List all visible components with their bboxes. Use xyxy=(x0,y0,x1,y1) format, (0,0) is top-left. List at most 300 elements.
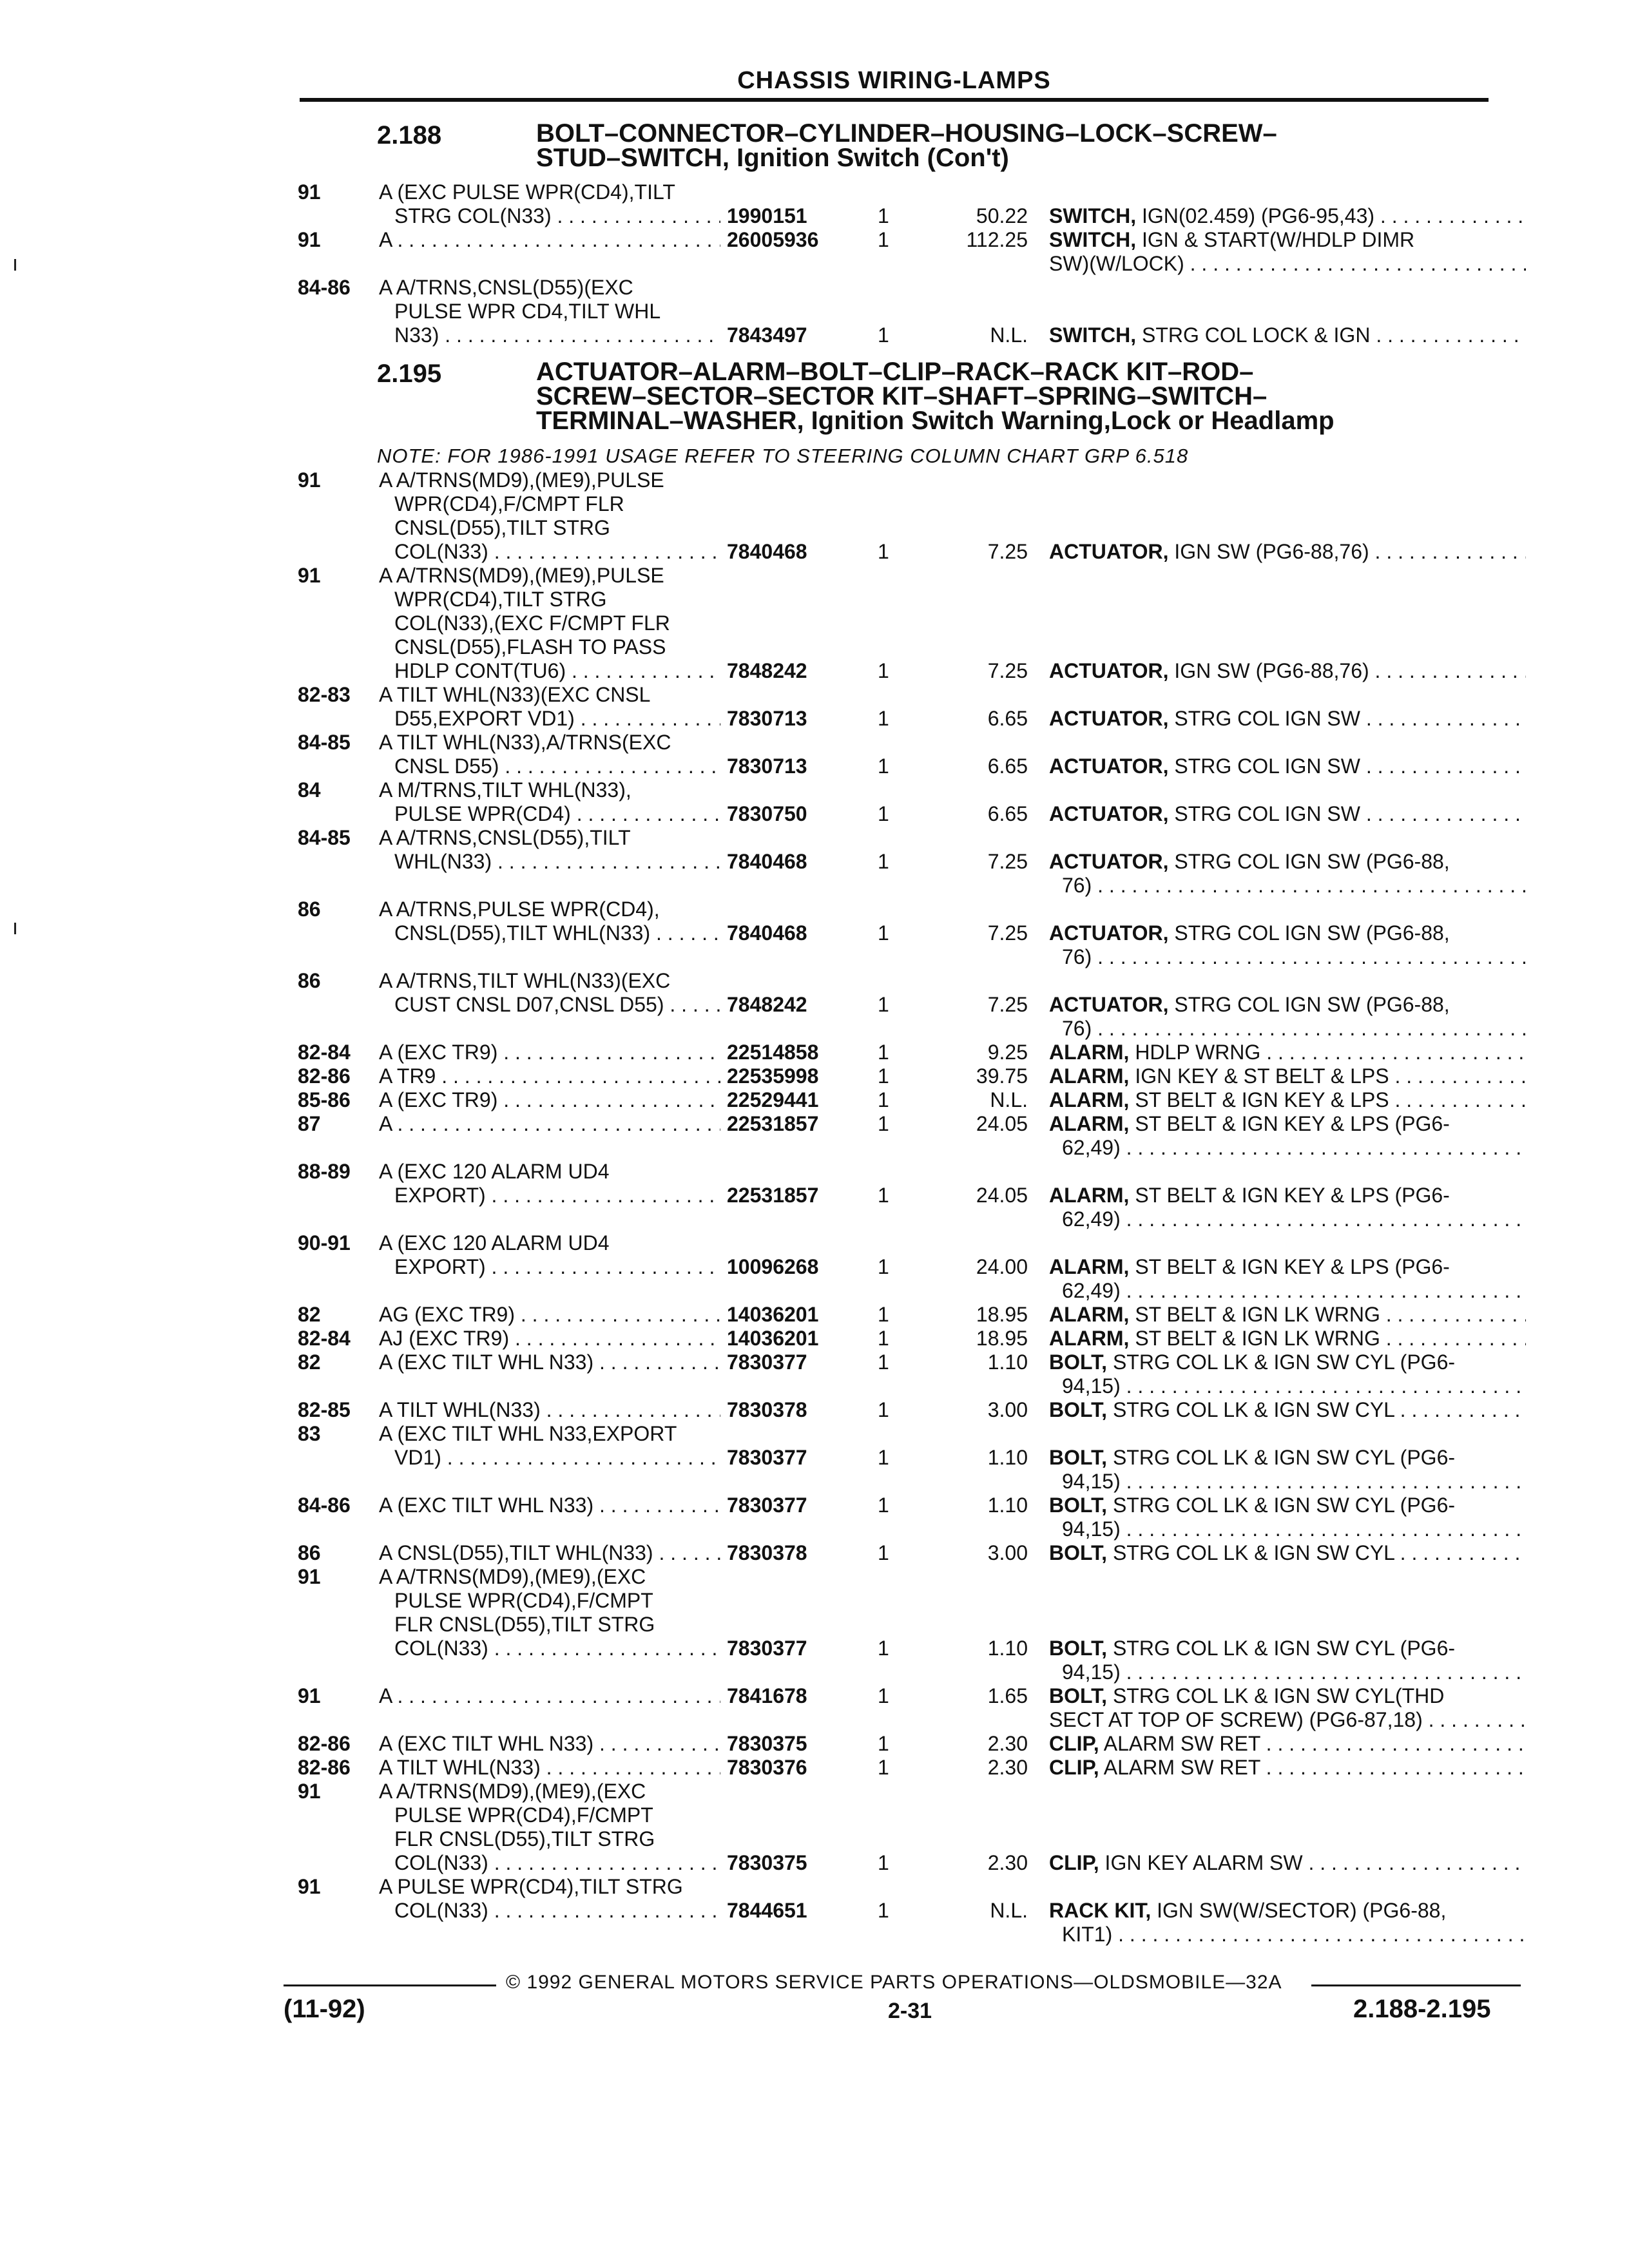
part-name-line xyxy=(1049,1398,1526,1422)
part-name-line xyxy=(1049,1041,1526,1064)
section-note: NOTE: FOR 1986-1991 USAGE REFER TO STEERING COLUMN CHART GRP 6.518 xyxy=(377,445,1189,467)
quantity: 1 xyxy=(878,921,889,945)
usage-description xyxy=(379,1732,720,1756)
price: 24.05 xyxy=(976,1112,1028,1135)
section-title xyxy=(536,121,1483,170)
part-name xyxy=(1049,1041,1526,1064)
part-name-line xyxy=(1049,1899,1526,1923)
usage-line: A (EXC TILT WHL N33) . . . xyxy=(379,1350,720,1374)
usage-description xyxy=(379,1327,720,1350)
part-number: 14036201 xyxy=(727,1303,819,1326)
usage-line: COL(N33) . . . xyxy=(379,1851,720,1875)
part-name-detail: IGN SW (PG6-88,76) xyxy=(1174,540,1369,563)
part-name-detail: 62,49) xyxy=(1062,1136,1121,1159)
part-number: 7844651 xyxy=(727,1899,807,1922)
part-number: 22529441 xyxy=(727,1088,819,1111)
part-name-line xyxy=(1049,1327,1526,1350)
usage-line: WHL(N33) . . . xyxy=(379,850,720,874)
price: 1.10 xyxy=(987,1494,1028,1517)
part-name-line xyxy=(1049,1064,1526,1088)
part-name-line xyxy=(1049,921,1526,945)
part-number: 7830713 xyxy=(727,754,807,778)
part-name xyxy=(1049,802,1526,826)
part-name-detail: STRG COL IGN SW xyxy=(1174,754,1360,778)
usage-line: PULSE WPR(CD4),F/CMPT xyxy=(394,1803,653,1827)
part-name-keyword: ALARM, xyxy=(1049,1327,1130,1350)
usage-description xyxy=(379,1231,720,1279)
part-name-keyword: ACTUATOR, xyxy=(1049,850,1169,873)
model-year: 91 xyxy=(298,180,321,204)
usage-line: CUST CNSL D07,CNSL D55) . . . xyxy=(379,993,720,1017)
part-number: 7830377 xyxy=(727,1350,807,1374)
usage-line: EXPORT) . . . xyxy=(379,1184,720,1207)
price: 24.05 xyxy=(976,1184,1028,1207)
part-name-detail: ST BELT & IGN KEY & LPS (PG6- xyxy=(1135,1112,1450,1135)
usage-description xyxy=(379,1112,720,1136)
price: 3.00 xyxy=(987,1541,1028,1564)
usage-description xyxy=(379,731,720,778)
part-number: 7830750 xyxy=(727,802,807,825)
usage-line: A TILT WHL(N33) . . . xyxy=(379,1756,720,1780)
part-number: 7840468 xyxy=(727,921,807,945)
usage-description xyxy=(379,1160,720,1207)
price: 3.00 xyxy=(987,1398,1028,1421)
model-year: 86 xyxy=(298,969,321,992)
usage-description xyxy=(379,1422,720,1470)
part-name-keyword: ACTUATOR, xyxy=(1049,754,1169,778)
part-number: 10096268 xyxy=(727,1255,819,1278)
part-name-line xyxy=(1049,1756,1526,1780)
part-name-line xyxy=(1049,1541,1526,1565)
part-name-line xyxy=(1049,1279,1526,1303)
model-year: 88-89 xyxy=(298,1160,351,1183)
usage-description xyxy=(379,969,720,1017)
usage-line: VD1) . . . xyxy=(379,1446,720,1470)
usage-description xyxy=(379,826,720,874)
part-number: 7840468 xyxy=(727,540,807,563)
part-name xyxy=(1049,228,1526,276)
usage-description xyxy=(379,1875,720,1923)
part-number: 7830377 xyxy=(727,1494,807,1517)
part-name-line xyxy=(1049,659,1526,683)
usage-line: WPR(CD4),F/CMPT FLR xyxy=(394,492,624,515)
part-name-detail: STRG COL IGN SW xyxy=(1174,802,1360,825)
quantity: 1 xyxy=(878,659,889,682)
part-name-line xyxy=(1049,323,1526,347)
price: 1.10 xyxy=(987,1446,1028,1469)
part-name-keyword: BOLT, xyxy=(1049,1494,1108,1517)
usage-line: N33) . . . xyxy=(379,323,720,347)
model-year: 91 xyxy=(298,1780,321,1803)
part-number: 7830713 xyxy=(727,707,807,730)
model-year: 91 xyxy=(298,1565,321,1588)
usage-line: COL(N33),(EXC F/CMPT FLR xyxy=(394,611,670,635)
price: N.L. xyxy=(990,323,1028,347)
quantity: 1 xyxy=(878,1350,889,1374)
usage-line: COL(N33) . . . xyxy=(379,1637,720,1660)
part-name-detail: HDLP WRNG xyxy=(1135,1041,1261,1064)
part-name-detail: IGN KEY & ST BELT & LPS xyxy=(1135,1064,1389,1088)
model-year: 85-86 xyxy=(298,1088,351,1111)
price: N.L. xyxy=(990,1088,1028,1111)
part-name-detail: STRG COL LK & IGN SW CYL xyxy=(1112,1541,1394,1564)
part-name xyxy=(1049,1064,1526,1088)
usage-line: AJ (EXC TR9) . . . xyxy=(379,1327,720,1350)
price: 2.30 xyxy=(987,1851,1028,1874)
footer-rule-left xyxy=(284,1984,496,1986)
part-name-keyword: ALARM, xyxy=(1049,1255,1130,1278)
part-name-line xyxy=(1049,540,1526,564)
part-name xyxy=(1049,850,1526,898)
usage-line: A . . . xyxy=(379,1112,720,1136)
price: 24.00 xyxy=(976,1255,1028,1278)
part-name xyxy=(1049,1112,1526,1160)
part-name xyxy=(1049,1350,1526,1398)
usage-line: CNSL(D55),TILT WHL(N33) . . . xyxy=(379,921,720,945)
part-name xyxy=(1049,1184,1526,1231)
header-rule xyxy=(300,98,1489,102)
part-name-keyword: ALARM, xyxy=(1049,1041,1130,1064)
usage-line: A (EXC 120 ALARM UD4 xyxy=(379,1231,610,1254)
usage-line: A (EXC TILT WHL N33,EXPORT xyxy=(379,1422,677,1445)
usage-line: EXPORT) . . . xyxy=(379,1255,720,1279)
quantity: 1 xyxy=(878,1041,889,1064)
part-name-detail: ST BELT & IGN LK WRNG xyxy=(1135,1303,1380,1326)
price: 2.30 xyxy=(987,1732,1028,1755)
usage-line: A TILT WHL(N33) . . . xyxy=(379,1398,720,1422)
quantity: 1 xyxy=(878,1303,889,1326)
usage-description xyxy=(379,1303,720,1327)
usage-line: A A/TRNS,TILT WHL(N33)(EXC xyxy=(379,969,671,992)
part-name-keyword: ACTUATOR, xyxy=(1049,707,1169,730)
usage-line: A A/TRNS(MD9),(ME9),(EXC xyxy=(379,1780,646,1803)
part-name-keyword: BOLT, xyxy=(1049,1398,1108,1421)
part-number: 14036201 xyxy=(727,1327,819,1350)
part-name-detail: STRG COL LK & IGN SW CYL (PG6- xyxy=(1112,1494,1456,1517)
footer-rule-right xyxy=(1311,1984,1521,1986)
usage-line: CNSL(D55),TILT STRG xyxy=(394,516,610,539)
usage-line: A CNSL(D55),TILT WHL(N33) . . . xyxy=(379,1541,720,1565)
part-number: 7843497 xyxy=(727,323,807,347)
part-name-detail: 62,49) xyxy=(1062,1207,1121,1231)
part-number: 7830377 xyxy=(727,1637,807,1660)
part-name-keyword: SWITCH, xyxy=(1049,204,1137,227)
part-number: 7848242 xyxy=(727,993,807,1016)
part-name-detail: KIT1) xyxy=(1062,1923,1113,1946)
part-name-line xyxy=(1049,874,1526,898)
part-name-detail: IGN(02.459) (PG6-95,43) xyxy=(1141,204,1375,227)
quantity: 1 xyxy=(878,540,889,563)
part-name-detail: IGN KEY ALARM SW xyxy=(1104,1851,1303,1874)
price: 7.25 xyxy=(987,921,1028,945)
price: 39.75 xyxy=(976,1064,1028,1088)
usage-line: AG (EXC TR9) . . . xyxy=(379,1303,720,1327)
part-name xyxy=(1049,1494,1526,1541)
part-name-keyword: BOLT, xyxy=(1049,1350,1108,1374)
part-name-line xyxy=(1049,228,1526,252)
part-name-detail: ST BELT & IGN LK WRNG xyxy=(1135,1327,1380,1350)
part-name-detail: STRG COL IGN SW (PG6-88, xyxy=(1174,921,1450,945)
usage-line: A (EXC 120 ALARM UD4 xyxy=(379,1160,610,1183)
part-number: 7840468 xyxy=(727,850,807,873)
part-name xyxy=(1049,921,1526,969)
price: N.L. xyxy=(990,1899,1028,1922)
usage-line: PULSE WPR CD4,TILT WHL xyxy=(394,300,661,323)
part-name-detail: 94,15) xyxy=(1062,1660,1121,1684)
price: 50.22 xyxy=(976,204,1028,227)
price: 18.95 xyxy=(976,1327,1028,1350)
quantity: 1 xyxy=(878,1184,889,1207)
part-number: 7841678 xyxy=(727,1684,807,1707)
usage-description xyxy=(379,564,720,683)
model-year: 84-85 xyxy=(298,826,351,849)
price: 7.25 xyxy=(987,993,1028,1016)
part-name-detail: IGN & START(W/HDLP DIMR xyxy=(1141,228,1415,251)
part-name-detail: 76) xyxy=(1062,874,1092,897)
part-name-keyword: ACTUATOR, xyxy=(1049,540,1169,563)
part-name xyxy=(1049,1446,1526,1494)
part-name-detail: STRG COL LK & IGN SW CYL (PG6- xyxy=(1112,1446,1456,1469)
part-name-keyword: BOLT, xyxy=(1049,1446,1108,1469)
part-name-keyword: ALARM, xyxy=(1049,1088,1130,1111)
part-name-keyword: ACTUATOR, xyxy=(1049,802,1169,825)
part-name-line xyxy=(1049,252,1526,276)
part-name-line xyxy=(1049,754,1526,778)
model-year: 83 xyxy=(298,1422,321,1445)
quantity: 1 xyxy=(878,1637,889,1660)
part-name-line xyxy=(1049,802,1526,826)
model-year: 90-91 xyxy=(298,1231,351,1254)
section-title-line: BOLT–CONNECTOR–CYLINDER–HOUSING–LOCK–SCREW– xyxy=(536,119,1277,148)
model-year: 84-86 xyxy=(298,1494,351,1517)
part-number: 22535998 xyxy=(727,1064,819,1088)
part-name xyxy=(1049,1255,1526,1303)
part-name-line xyxy=(1049,1851,1526,1875)
part-name-line xyxy=(1049,1684,1526,1708)
usage-line: A A/TRNS,CNSL(D55),TILT xyxy=(379,826,631,849)
part-name xyxy=(1049,204,1526,228)
usage-description xyxy=(379,1541,720,1565)
model-year: 84 xyxy=(298,778,321,802)
section-title xyxy=(536,360,1483,433)
part-name-line xyxy=(1049,1470,1526,1494)
model-year: 82-86 xyxy=(298,1756,351,1779)
part-name xyxy=(1049,659,1526,683)
model-year: 82-84 xyxy=(298,1041,351,1064)
part-name-line xyxy=(1049,1374,1526,1398)
quantity: 1 xyxy=(878,1851,889,1874)
footer-copyright: © 1992 GENERAL MOTORS SERVICE PARTS OPERATIONS—OLDSMOBILE—32A xyxy=(506,1972,1282,1993)
part-number: 7830377 xyxy=(727,1446,807,1469)
part-name-line xyxy=(1049,1136,1526,1160)
part-name-keyword: ALARM, xyxy=(1049,1112,1130,1135)
model-year: 82-84 xyxy=(298,1327,351,1350)
part-name-line xyxy=(1049,1017,1526,1041)
part-name-line xyxy=(1049,1303,1526,1327)
price: 2.30 xyxy=(987,1756,1028,1779)
section-title-line: ACTUATOR–ALARM–BOLT–CLIP–RACK–RACK KIT–ROD– xyxy=(536,358,1254,386)
quantity: 1 xyxy=(878,228,889,251)
usage-description xyxy=(379,1756,720,1780)
price: 1.65 xyxy=(987,1684,1028,1707)
section-title-line: SCREW–SECTOR–SECTOR KIT–SHAFT–SPRING–SWITCH– xyxy=(536,382,1268,410)
part-number: 7848242 xyxy=(727,659,807,682)
model-year: 82-85 xyxy=(298,1398,351,1421)
page-header: CHASSIS WIRING-LAMPS xyxy=(737,67,1051,94)
usage-line: CNSL(D55),FLASH TO PASS xyxy=(394,635,666,658)
usage-description xyxy=(379,1064,720,1088)
usage-line: A (EXC TR9) . . . xyxy=(379,1088,720,1112)
usage-description xyxy=(379,276,720,347)
usage-line: A PULSE WPR(CD4),TILT STRG xyxy=(379,1875,683,1898)
usage-line: COL(N33) . . . xyxy=(379,540,720,564)
quantity: 1 xyxy=(878,204,889,227)
usage-line: A TILT WHL(N33)(EXC CNSL xyxy=(379,683,651,706)
part-name-detail: ALARM SW RET xyxy=(1103,1732,1260,1755)
part-name-line xyxy=(1049,1207,1526,1231)
usage-line: COL(N33) . . . xyxy=(379,1899,720,1923)
part-name xyxy=(1049,754,1526,778)
part-name-detail: STRG COL LK & IGN SW CYL(THD xyxy=(1112,1684,1445,1707)
part-name-line xyxy=(1049,945,1526,969)
part-name-detail: STRG COL IGN SW (PG6-88, xyxy=(1174,993,1450,1016)
part-number: 22514858 xyxy=(727,1041,819,1064)
model-year: 82-83 xyxy=(298,683,351,706)
usage-description xyxy=(379,1494,720,1517)
section-number: 2.188 xyxy=(377,121,442,149)
part-name-keyword: ACTUATOR, xyxy=(1049,993,1169,1016)
part-name-line xyxy=(1049,1708,1526,1732)
part-number: 7830378 xyxy=(727,1541,807,1564)
part-name-keyword: CLIP, xyxy=(1049,1756,1099,1779)
usage-line: FLR CNSL(D55),TILT STRG xyxy=(394,1613,655,1636)
part-name-keyword: BOLT, xyxy=(1049,1684,1108,1707)
usage-line: A (EXC TILT WHL N33) . . . xyxy=(379,1494,720,1517)
part-name xyxy=(1049,1637,1526,1684)
part-name-detail: ST BELT & IGN KEY & LPS xyxy=(1135,1088,1389,1111)
footer-section-range: 2.188-2.195 xyxy=(1353,1995,1491,2023)
quantity: 1 xyxy=(878,1327,889,1350)
usage-description xyxy=(379,468,720,564)
part-name-keyword: ALARM, xyxy=(1049,1064,1130,1088)
part-name-line xyxy=(1049,1637,1526,1660)
quantity: 1 xyxy=(878,754,889,778)
part-name-keyword: SWITCH, xyxy=(1049,228,1137,251)
usage-description xyxy=(379,1780,720,1875)
part-number: 22531857 xyxy=(727,1112,819,1135)
usage-line: PULSE WPR(CD4),F/CMPT xyxy=(394,1589,653,1612)
part-name-detail: STRG COL LOCK & IGN xyxy=(1141,323,1371,347)
model-year: 82-86 xyxy=(298,1064,351,1088)
part-name-keyword: RACK KIT, xyxy=(1049,1899,1152,1922)
model-year: 84-86 xyxy=(298,276,351,299)
part-number: 7830376 xyxy=(727,1756,807,1779)
quantity: 1 xyxy=(878,1541,889,1564)
part-name-detail: 62,49) xyxy=(1062,1279,1121,1302)
part-name-line xyxy=(1049,1184,1526,1207)
part-name-keyword: ACTUATOR, xyxy=(1049,659,1169,682)
model-year: 87 xyxy=(298,1112,321,1135)
part-name xyxy=(1049,1756,1526,1780)
usage-line: A (EXC TILT WHL N33) . . . xyxy=(379,1732,720,1756)
price: 7.25 xyxy=(987,850,1028,873)
quantity: 1 xyxy=(878,1255,889,1278)
part-name-line xyxy=(1049,1660,1526,1684)
usage-line: A A/TRNS(MD9),(ME9),(EXC xyxy=(379,1565,646,1588)
part-name-keyword: SWITCH, xyxy=(1049,323,1137,347)
usage-description xyxy=(379,1088,720,1112)
model-year: 91 xyxy=(298,1875,321,1898)
price: 7.25 xyxy=(987,540,1028,563)
quantity: 1 xyxy=(878,1684,889,1707)
part-name-detail: 94,15) xyxy=(1062,1517,1121,1541)
usage-line: A TILT WHL(N33),A/TRNS(EXC xyxy=(379,731,671,754)
part-name-keyword: ALARM, xyxy=(1049,1303,1130,1326)
usage-line: A A/TRNS(MD9),(ME9),PULSE xyxy=(379,468,664,492)
quantity: 1 xyxy=(878,993,889,1016)
usage-description xyxy=(379,1041,720,1064)
quantity: 1 xyxy=(878,1398,889,1421)
usage-description xyxy=(379,898,720,945)
part-name xyxy=(1049,1303,1526,1327)
quantity: 1 xyxy=(878,1732,889,1755)
part-name-keyword: ALARM, xyxy=(1049,1184,1130,1207)
scan-edge-mark xyxy=(14,923,16,934)
part-name-detail: STRG COL LK & IGN SW CYL (PG6- xyxy=(1112,1350,1456,1374)
part-name xyxy=(1049,1851,1526,1875)
part-number: 26005936 xyxy=(727,228,819,251)
part-name-detail: STRG COL IGN SW (PG6-88, xyxy=(1174,850,1450,873)
part-name-detail: 76) xyxy=(1062,945,1092,968)
part-name-detail: STRG COL IGN SW xyxy=(1174,707,1360,730)
usage-line: A TR9 . . . xyxy=(379,1064,720,1088)
part-name xyxy=(1049,1088,1526,1112)
usage-description xyxy=(379,683,720,731)
usage-description xyxy=(379,1350,720,1374)
price: 18.95 xyxy=(976,1303,1028,1326)
usage-line: FLR CNSL(D55),TILT STRG xyxy=(394,1827,655,1850)
price: 6.65 xyxy=(987,707,1028,730)
model-year: 91 xyxy=(298,564,321,587)
part-name-line xyxy=(1049,1255,1526,1279)
part-name-keyword: BOLT, xyxy=(1049,1541,1108,1564)
part-name xyxy=(1049,1541,1526,1565)
model-year: 91 xyxy=(298,1684,321,1707)
part-name-line xyxy=(1049,204,1526,228)
part-name-line xyxy=(1049,1446,1526,1470)
usage-line: PULSE WPR(CD4) . . . xyxy=(379,802,720,826)
usage-line: D55,EXPORT VD1) . . . xyxy=(379,707,720,731)
usage-line: A (EXC TR9) . . . xyxy=(379,1041,720,1064)
usage-description xyxy=(379,1565,720,1660)
part-name-detail: IGN SW (PG6-88,76) xyxy=(1174,659,1369,682)
footer-revision: (11-92) xyxy=(284,1995,365,2023)
part-name-line xyxy=(1049,1112,1526,1136)
part-name-line xyxy=(1049,1088,1526,1112)
quantity: 1 xyxy=(878,1112,889,1135)
usage-line: A (EXC PULSE WPR(CD4),TILT xyxy=(379,180,675,204)
part-name xyxy=(1049,1684,1526,1732)
part-name-line xyxy=(1049,993,1526,1017)
usage-line: A . . . xyxy=(379,228,720,252)
part-name xyxy=(1049,1398,1526,1422)
quantity: 1 xyxy=(878,1446,889,1469)
model-year: 86 xyxy=(298,1541,321,1564)
quantity: 1 xyxy=(878,1064,889,1088)
price: 112.25 xyxy=(966,228,1028,251)
model-year: 82 xyxy=(298,1303,321,1326)
usage-line: STRG COL(N33) . . . xyxy=(379,204,720,228)
